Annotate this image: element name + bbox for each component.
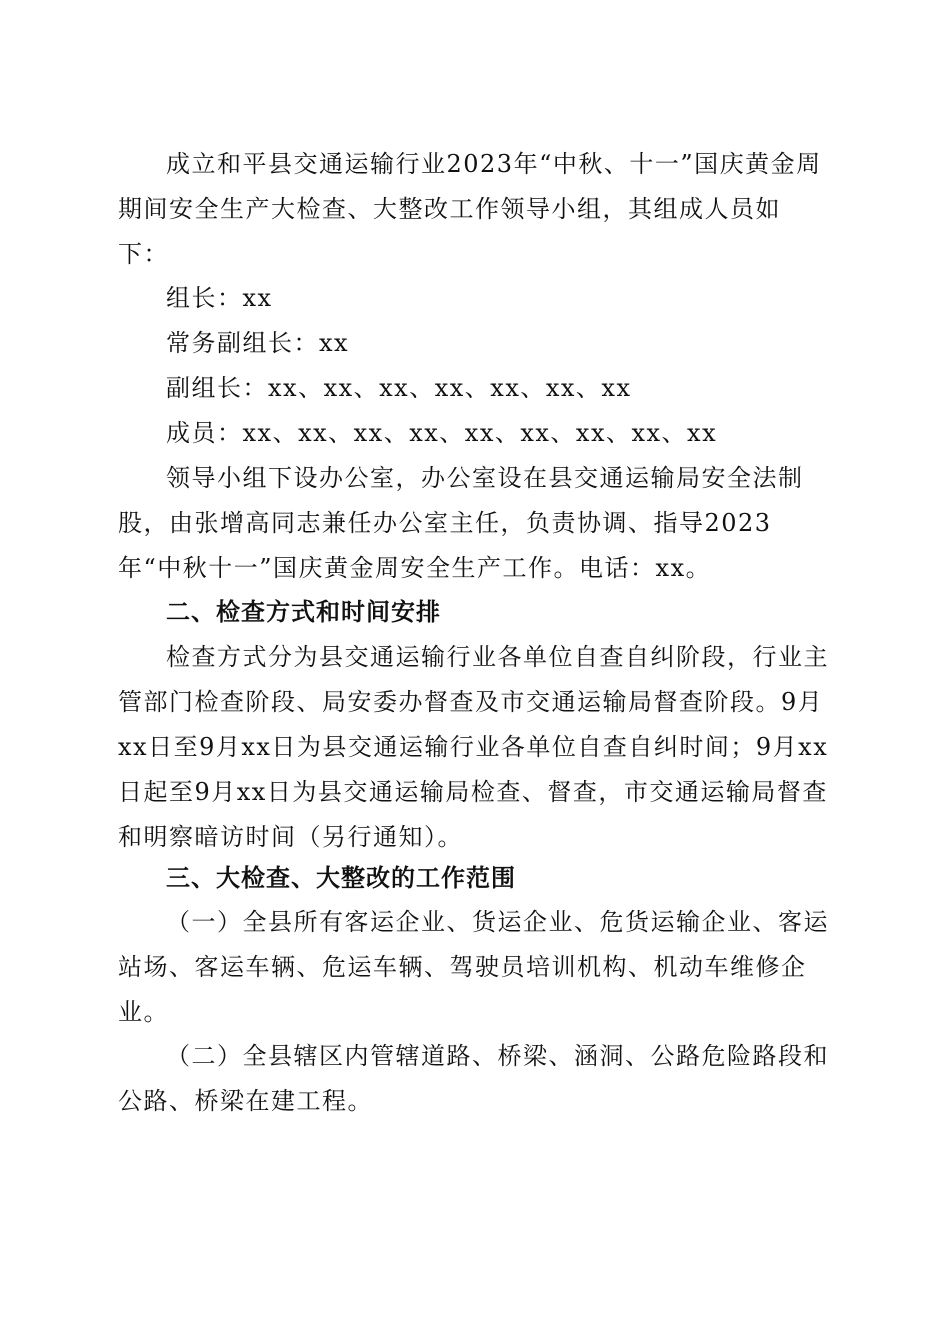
scope-item-1: （一）全县所有客运企业、货运企业、危货运输企业、客运站场、客运车辆、危运车辆、驾驶员培训机构、机动车维修企业。: [118, 908, 829, 1026]
paragraph-leading-group: 成立和平县交通运输行业2023年“中秋、十一”国庆黄金周期间安全生产大检查、大整改工作领导小组，其组成人员如下：: [118, 150, 822, 268]
vice-leaders-line: 副组长：xx、xx、xx、xx、xx、xx、xx: [166, 374, 632, 402]
section-heading-3: 三、大检查、大整改的工作范围: [166, 864, 516, 892]
scope-item-2: （二）全县辖区内管辖道路、桥梁、涵洞、公路危险路段和公路、桥梁在建工程。: [118, 1042, 829, 1115]
members-line: 成员：xx、xx、xx、xx、xx、xx、xx、xx、xx: [166, 419, 718, 447]
leader-line: 组长：xx: [166, 284, 273, 312]
section-heading-2: 二、检查方式和时间安排: [166, 598, 441, 626]
exec-vice-leader-line: 常务副组长：xx: [166, 329, 350, 357]
paragraph-office: 领导小组下设办公室，办公室设在县交通运输局安全法制股，由张增高同志兼任办公室主任，负责协调、指导2023年“中秋十一”国庆黄金周安全生产工作。电话：xx。: [118, 464, 804, 582]
paragraph-inspection-method: 检查方式分为县交通运输行业各单位自查自纠阶段，行业主管部门检查阶段、局安委办督查及市交通运输局督查阶段。9月xx日至9月xx日为县交通运输行业各单位自查自纠时间；9月xx日起至9月xx日为县交通运输局检查、督查，市交通运输局督查和明察暗访时间（另行通知）。: [118, 643, 829, 851]
